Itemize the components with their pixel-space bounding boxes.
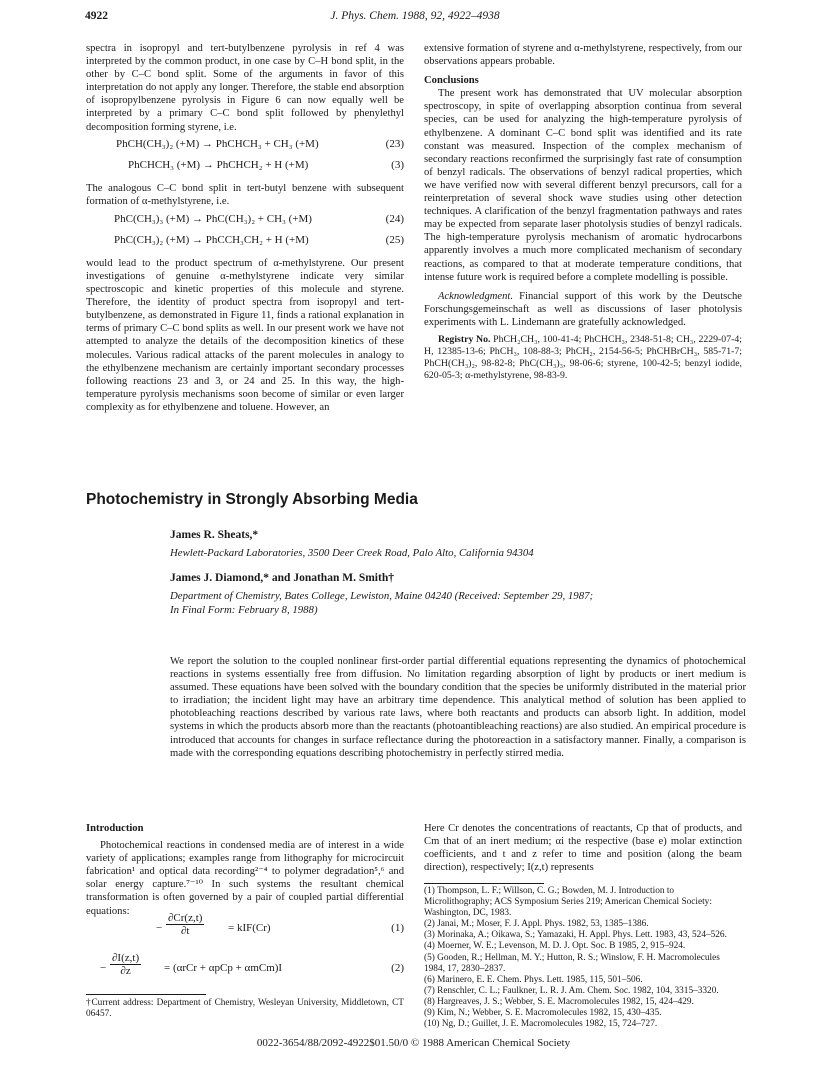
affiliation-1: Hewlett-Packard Laboratories, 3500 Deer Creek Road, Palo Alto, California 94304	[170, 547, 534, 559]
reference-item: (8) Hargreaves, J. S.; Webber, S. E. Macromolecules 1982, 15, 424–429.	[424, 996, 694, 1007]
author-line-1: James R. Sheats,*	[170, 529, 259, 541]
equation-expression: PhC(CH₃)₂ (+M) → PhCCH₃CH₂ + H (+M)	[114, 233, 309, 246]
equation-expression: PhC(CH₃)₃ (+M) → PhC(CH₃)₂ + CH₃ (+M)	[114, 212, 312, 225]
intro-left-column	[86, 822, 404, 918]
page-footer: 0022-3654/88/2092-4922$01.50/0 © 1988 American Chemical Society	[256, 1037, 571, 1049]
equation-3	[86, 159, 404, 176]
equation-24	[86, 213, 404, 230]
reference-item: (9) Kim, N.; Webber, S. E. Macromolecules 1982, 15, 430–435.	[424, 1008, 662, 1019]
reference-item: (5) Gooden, R.; Hellman, M. Y.; Hutton, R. S.; Winslow, F. H. Macromolecules 1984, 17, 2830–2837.	[424, 952, 720, 974]
equation-number: (3)	[391, 158, 404, 171]
equation-number: (24)	[385, 212, 404, 225]
equation-23	[86, 138, 404, 155]
reference-item: (1) Thompson, L. F.; Willson, C. G.; Bowden, M. J. Introduction to Microlithography; ACS Symposium Series 219; American Chemical Society: Washington, DC, 1983.	[424, 886, 712, 919]
equation-2-fraction	[110, 952, 141, 977]
reference-item: (4) Moerner, W. E.; Levenson, M. D. J. Opt. Soc. B 1985, 2, 915–924.	[424, 941, 686, 952]
intro-paragraph: Photochemical reactions in condensed media are of interest in a wide variety of applications; examples range from lithography for microcircuit fabrication¹ and optical data recording²⁻⁴ to polymer degradation⁵,⁶ and solar energy capture.⁷⁻¹⁰ In such systems the resultant chemical transformation is often governed by a pair of coupled partial differential equations:	[86, 840, 404, 917]
equation-number: (2)	[391, 962, 404, 974]
page-header	[85, 10, 745, 28]
registry-numbers	[424, 334, 742, 382]
conclusions-heading: Conclusions	[424, 75, 479, 87]
conclusions-paragraph: The present work has demonstrated that UV molecular absorption spectroscopy, in spite of overlapping absorption continua from several species, can be used for analyzing the high-temperature pyrolysis of ethylbenzene. A dominant C–C bond split was identified and its rate constant was measured. Inspection of the complex mechanism of secondary reactions reconfirmed the surprisingly fast rate of consumption of benzyl radicals. The observations of benzyl radical properties, which we have verified now with several different benzyl precursors, call for a reinterpretation of several shock wave studies using other detection techniques. A clarification of the benzyl fragmentation pathways and rates may be expected from separate laser photolysis studies of benzyl radicals. The high-temperature pyrolysis mechanism of aromatic hydrocarbons apparently involves a much more complicated mechanism of secondary reactions, as compared to that at moderate temperature conditions, that intense future work is required before a complete modelling is possible.	[424, 88, 742, 283]
reference-item: (3) Morinaka, A.; Oikawa, S.; Yamazaki, H. Appl. Phys. Lett. 1983, 43, 524–526.	[424, 930, 727, 941]
paragraph: spectra in isopropyl and tert-butylbenzene pyrolysis in ref 4 was interpreted by the common product, in one case by C–H bond split, in the other by C–C bond split. Some of the arguments in favor of this interpretation do not apply any longer. Therefore, the stable end absorption of isopropylbenzene pyrolysis in Figure 6 can now equally well be interpreted by a primary C–C bond split followed by phenylethyl decomposition forming styrene, i.e.	[86, 43, 404, 133]
equation-25	[86, 234, 404, 251]
minus-sign: −	[156, 922, 163, 934]
author-line-2: James J. Diamond,* and Jonathan M. Smith†	[170, 572, 394, 584]
footnote: †Current address: Department of Chemistry, Wesleyan University, Middletown, CT 06457.	[86, 998, 404, 1020]
reference-item: (7) Renschler, C. L.; Faulkner, L. R. J. Am. Chem. Soc. 1982, 104, 3315–3320.	[424, 985, 719, 996]
references-rule	[424, 883, 544, 884]
equation-number: (1)	[391, 922, 404, 934]
acknowledgment-text: Financial support of this work by the Deutsche Forschungsgemeinschaft as well as discussions of laser photolysis experiments with L. Lindemann are gratefully acknowledged.	[424, 290, 742, 328]
acknowledgment	[424, 290, 742, 329]
footnote-rule	[86, 994, 206, 995]
paragraph: Here Cr denotes the concentrations of reactants, Cp that of products, and Cm that of an inert medium; αi the respective (base e) molar extinction coefficients, and t and z refer to time and position (along the beam direction), respectively; I(z,t) represents	[424, 823, 742, 874]
equation-2-rhs: = (αrCr + αpCp + αmCm)I	[164, 962, 283, 974]
top-left-column	[86, 42, 404, 414]
reference-item: (2) Janai, M.; Moser, F. J. Appl. Phys. 1982, 53, 1385–1386.	[424, 919, 649, 930]
equation-2-denominator: ∂z	[120, 965, 131, 977]
paragraph: The analogous C–C bond split in tert-butyl benzene with subsequent formation of α-methylstyrene, i.e.	[86, 182, 404, 207]
acknowledgment-label: Acknowledgment.	[438, 290, 514, 302]
reference-item: (10) Ng, D.; Guillet, J. E. Macromolecules 1982, 15, 724–727.	[424, 1019, 658, 1030]
equation-1-numerator: ∂Cr(z,t)	[168, 912, 203, 924]
paragraph: extensive formation of styrene and α-methylstyrene, respectively, from our observations appears probable.	[424, 43, 742, 68]
minus-sign: −	[100, 962, 107, 974]
equation-expression: PhCHCH₃ (+M) → PhCHCH₂ + H (+M)	[128, 158, 309, 171]
abstract: We report the solution to the coupled nonlinear first-order partial differential equations representing the dynamics of photochemical reactions in systems essentially free from diffusion. No limitation regarding absorption of light by products or inert medium is assumed. These equations have been solved with the boundary condition that the species be uniformly distributed in the material prior to irradiation; the incident light may have an arbitrary time dependence. This analytical method of solution has been applied to photobleaching reactions described by various rate laws, where both reactants and products can absorb light. In addition, model systems in which the products absorb more than the reactants (photoantibleaching reactions) are also studied. An empirical procedure is introduced that accounts for changes in surface reflectance during the photoreaction in a satisfactory manner. Finally, a comparison is made with the corresponding equations describing photochemistry in perfectly stirred media.	[170, 656, 746, 759]
intro-right-column	[424, 822, 742, 874]
equation-1	[86, 912, 404, 946]
introduction-heading: Introduction	[86, 823, 144, 834]
affiliation-2-line-1: Department of Chemistry, Bates College, Lewiston, Maine 04240 (Received: September 29, 1987;	[170, 590, 594, 602]
journal-citation: J. Phys. Chem. 1988, 92, 4922–4938	[330, 10, 500, 22]
references-list	[424, 886, 742, 1030]
affiliation-2-line-2: In Final Form: February 8, 1988)	[170, 604, 318, 616]
reference-item: (6) Marinero, E. E. Chem. Phys. Lett. 1985, 115, 501–506.	[424, 974, 643, 985]
top-right-column	[424, 42, 742, 382]
equation-2	[86, 952, 404, 986]
article-title: Photochemistry in Strongly Absorbing Media	[86, 491, 418, 508]
registry-label: Registry No.	[438, 333, 491, 345]
registry-text: PhCH₂CH₃, 100-41-4; PhCHCH₃, 2348-51-8; CH₃, 2229-07-4; H, 12385-13-6; PhCH₃, 108-88-3; PhCH₂, 2154-56-5; PhCHBrCH₃, 585-71-7; PhCH(CH₃)₂, 98-82-8; PhC(CH₃)₃, 98-06-6; styrene, 100-42-5; benzyl iodide, 620-05-3; α-methylstyrene, 98-83-9.	[424, 333, 742, 381]
equation-2-numerator: ∂I(z,t)	[112, 952, 140, 964]
equation-number: (25)	[385, 233, 404, 246]
paragraph: would lead to the product spectrum of α-methylstyrene. Our present investigations of genuine α-methylstyrene indicate very similar spectroscopic and kinetic properties of this molecule and styrene. Therefore, the identity of product spectra from isopropyl and tert-butylbenzene, as demonstrated in Figure 11, finds a rational explanation in terms of primary C–C bond splits as well. In our present work we have not attempted to analyze the details of the decomposition kinetics of these molecules. Various radical attacks of the parent molecules in analogy to the ethylbenzene mechanism are certainly important secondary processes following reactions 23 and 3, or 24 and 25. In this way, the high-temperature pyrolysis mechanisms soon become of similar or even larger complexity as for ethylbenzene and toluene. However, an	[86, 257, 404, 413]
equation-1-rhs: = kIF(Cr)	[228, 922, 271, 934]
equation-expression: PhCH(CH₃)₂ (+M) → PhCHCH₃ + CH₃ (+M)	[116, 137, 319, 150]
equation-1-denominator: ∂t	[180, 925, 190, 937]
equation-number: (23)	[385, 137, 404, 150]
equation-1-fraction	[166, 912, 204, 937]
page-number: 4922	[85, 10, 108, 22]
